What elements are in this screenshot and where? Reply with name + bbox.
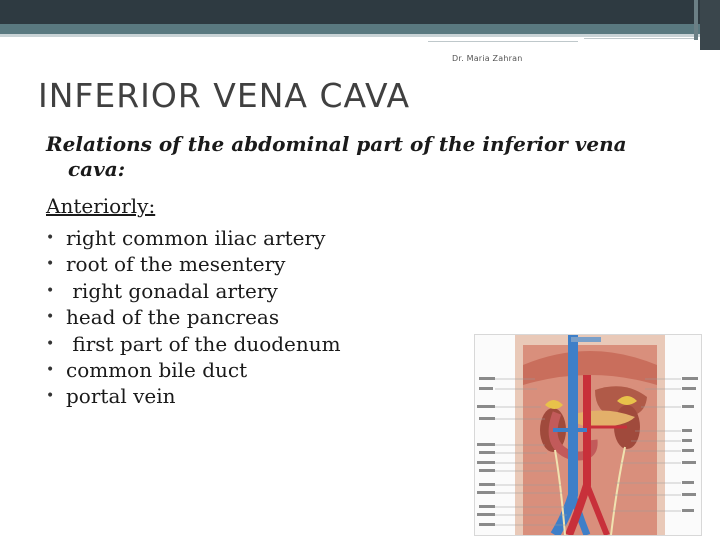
list-item (46, 331, 341, 357)
section-label: Anteriorly: (46, 194, 156, 218)
bullet-icon: • (46, 256, 55, 273)
list-item-text: common bile duct (66, 357, 248, 382)
bullet-icon: • (46, 309, 55, 326)
list-item (46, 383, 341, 409)
anatomy-illustration-icon (475, 335, 701, 535)
slide-title: INFERIOR VENA CAVA (38, 76, 411, 115)
list-item (46, 278, 341, 304)
list-item (46, 251, 341, 277)
list-item-text: right gonadal artery (66, 278, 278, 303)
header-band-dark (0, 0, 720, 24)
decorative-line (428, 41, 578, 42)
list-item-text: root of the mesentery (66, 252, 286, 277)
list-item-text: right common iliac artery (66, 226, 326, 250)
slide-subtitle: Relations of the abdominal part of the inferior vena cava: (46, 132, 627, 181)
corner-decoration-stripe (694, 0, 698, 40)
bullet-icon: • (46, 282, 55, 299)
header-band-teal (0, 24, 720, 34)
bullet-icon: • (46, 335, 55, 352)
list-item-text: head of the pancreas (66, 305, 280, 330)
corner-decoration (700, 0, 720, 50)
header-band-light (0, 34, 720, 37)
list-item (46, 357, 341, 383)
list-item (46, 304, 341, 330)
decorative-line (584, 38, 694, 39)
list-item (46, 225, 341, 251)
bullet-icon: • (46, 361, 55, 378)
bullet-icon: • (46, 230, 55, 246)
bullet-icon: • (46, 388, 55, 405)
author-name: Dr. Maria Zahran (452, 54, 523, 63)
list-item-text: portal vein (66, 384, 176, 409)
anatomy-figure (474, 334, 702, 536)
bullet-list (46, 225, 341, 410)
list-item-text: first part of the duodenum (66, 331, 341, 356)
